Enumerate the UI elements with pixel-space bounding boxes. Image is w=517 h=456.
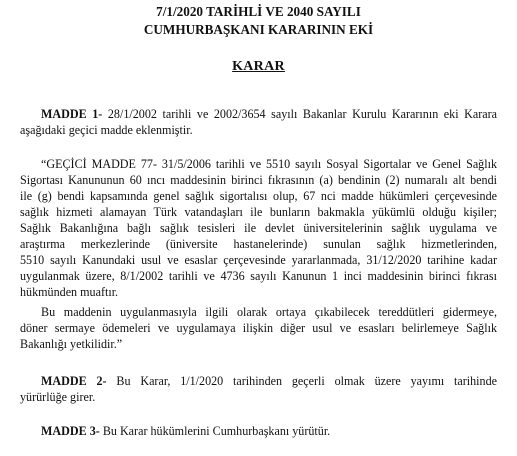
madde-1-label: MADDE 1- <box>41 107 103 121</box>
madde-1-line-1 <box>41 107 497 122</box>
madde-1-text-1: 28/1/2002 tarihli ve 2002/3654 sayılı Bakanlar Kurulu Kararının eki Karara <box>107 107 498 121</box>
gecici-para2-line-3: Bakanlığı yetkilidir.” <box>20 337 123 351</box>
madde-2-line-2: yürürlüğe girer. <box>20 390 96 404</box>
madde-1-line-2: aşağıdaki geçici madde eklenmiştir. <box>20 123 193 137</box>
gecici-para2-line-2: döner sermaye ödemeleri ve uygulamaya ilişkin diğer usul ve esasları belirlemeye Sağlık <box>20 321 497 335</box>
gecici-line-8: uygulanmak üzere, 8/1/2002 tarihli ve 4736 sayılı Kanunun 1 inci maddesinin birinci fıkrası <box>20 269 497 283</box>
gecici-line-7: 5510 sayılı Kanundaki usul ve esaslar çerçevesinde yararlanmada, 31/12/2020 tarihine kadar <box>20 253 497 267</box>
gecici-line-1: “GEÇİCİ MADDE 77- 31/5/2006 tarihli ve 5510 sayılı Sosyal Sigortalar ve Genel Sağlık <box>41 157 497 171</box>
madde-3-label: MADDE 3- <box>41 424 100 438</box>
madde-3-text: Bu Karar hükümlerini Cumhurbaşkanı yürütür. <box>102 424 331 438</box>
document-title: KARAR <box>232 59 285 74</box>
header-line-2: CUMHURBAŞKANI KARARININ EKİ <box>143 22 374 37</box>
madde-3-line <box>41 424 497 439</box>
gecici-line-5: Sağlık Bakanlığına bağlı sağlık tesisleri ile devlet üniversitelerinin sağlık uygulama ve <box>20 221 497 235</box>
gecici-line-9: hükmünden muaftır. <box>20 285 119 299</box>
madde-2-text-1: Bu Karar, 1/1/2020 tarihinden geçerli olmak üzere yayımı tarihinde <box>116 374 498 388</box>
header-line-1: 7/1/2020 TARİHLİ VE 2040 SAYILI <box>156 4 361 19</box>
madde-2-label: MADDE 2- <box>41 374 107 388</box>
gecici-line-2: Sigortası Kanununun 60 ıncı maddesinin birinci fıkrasının (a) bendinin (2) numaralı alt bendi <box>20 173 497 187</box>
gecici-line-6: araştırma merkezlerinde (üniversite hastanelerinde) sunulan sağlık hizmetlerinden, <box>20 237 497 251</box>
gecici-line-3: ile (g) bendi kapsamında genel sağlık sigortalısı olup, 67 nci madde hükümleri çerçevesinde <box>20 189 497 203</box>
gecici-para2-line-1: Bu maddenin uygulanmasıyla ilgili olarak ortaya çıkabilecek tereddütleri gidermeye, <box>41 305 497 319</box>
gecici-line-4: sağlık hizmeti alamayan Türk vatandaşları ile bunların bakmakla yükümlü olduğu kişiler; <box>20 205 497 219</box>
madde-2-line-1 <box>41 374 497 389</box>
